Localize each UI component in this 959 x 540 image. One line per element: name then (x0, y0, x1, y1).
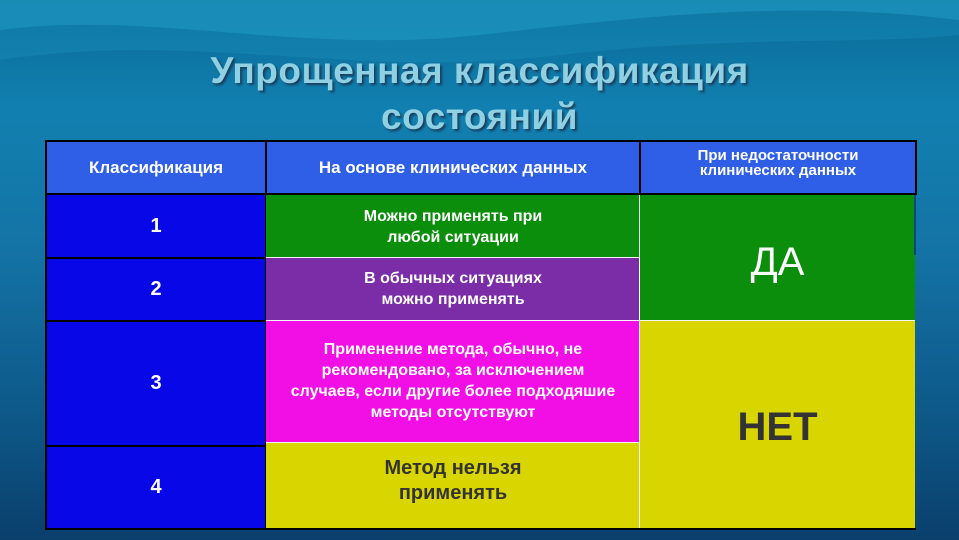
row-3-clinical (266, 320, 640, 442)
row-1-number-label: 1 (150, 214, 162, 237)
insufficient-yes-label: ДА (750, 240, 805, 284)
row-2-clinical (266, 258, 640, 320)
row-2-clinical-text: В обычных ситуациях можно применять (364, 270, 542, 308)
slide-title (0, 48, 959, 140)
header-clinical-label: На основе клинических данных (318, 158, 588, 177)
table-right-border (914, 195, 916, 255)
row-1-clinical (266, 195, 640, 258)
header-insufficient-label: При недостаточности клинических данных (697, 147, 859, 179)
separator-row1 (266, 257, 640, 258)
insufficient-no-label: НЕТ (737, 405, 818, 449)
row-4-number-label: 4 (150, 476, 162, 498)
row-3-number-label: 3 (150, 372, 162, 394)
insufficient-no-cell (640, 320, 915, 528)
row-4-number (45, 445, 267, 530)
row-2-number (45, 257, 267, 322)
row-3-clinical-text: Применение метода, обычно, не рекомендовано, за исключением случаев, если другие более подходяшие методы отсутствуют (290, 341, 616, 421)
table-bottom-border (45, 528, 916, 530)
header-insufficient (639, 140, 917, 195)
row-1-number (45, 193, 267, 259)
title-line-2: состояний (381, 96, 578, 137)
separator-row2 (266, 320, 915, 321)
row-3-number (45, 320, 267, 447)
separator-row3 (266, 442, 640, 443)
row-2-number-label: 2 (150, 278, 162, 300)
row-1-clinical-text: Можно применять при любой ситуации (363, 207, 543, 246)
title-line-1: Упрощенная классификация (210, 50, 749, 91)
separator-vertical (639, 195, 640, 528)
header-classification-label: Классификация (88, 158, 224, 177)
row-4-clinical-text: Метод нельзя применять (384, 457, 522, 504)
row-4-clinical (266, 442, 640, 528)
insufficient-yes-cell (640, 195, 915, 320)
header-classification (45, 140, 267, 195)
header-clinical (265, 140, 641, 195)
